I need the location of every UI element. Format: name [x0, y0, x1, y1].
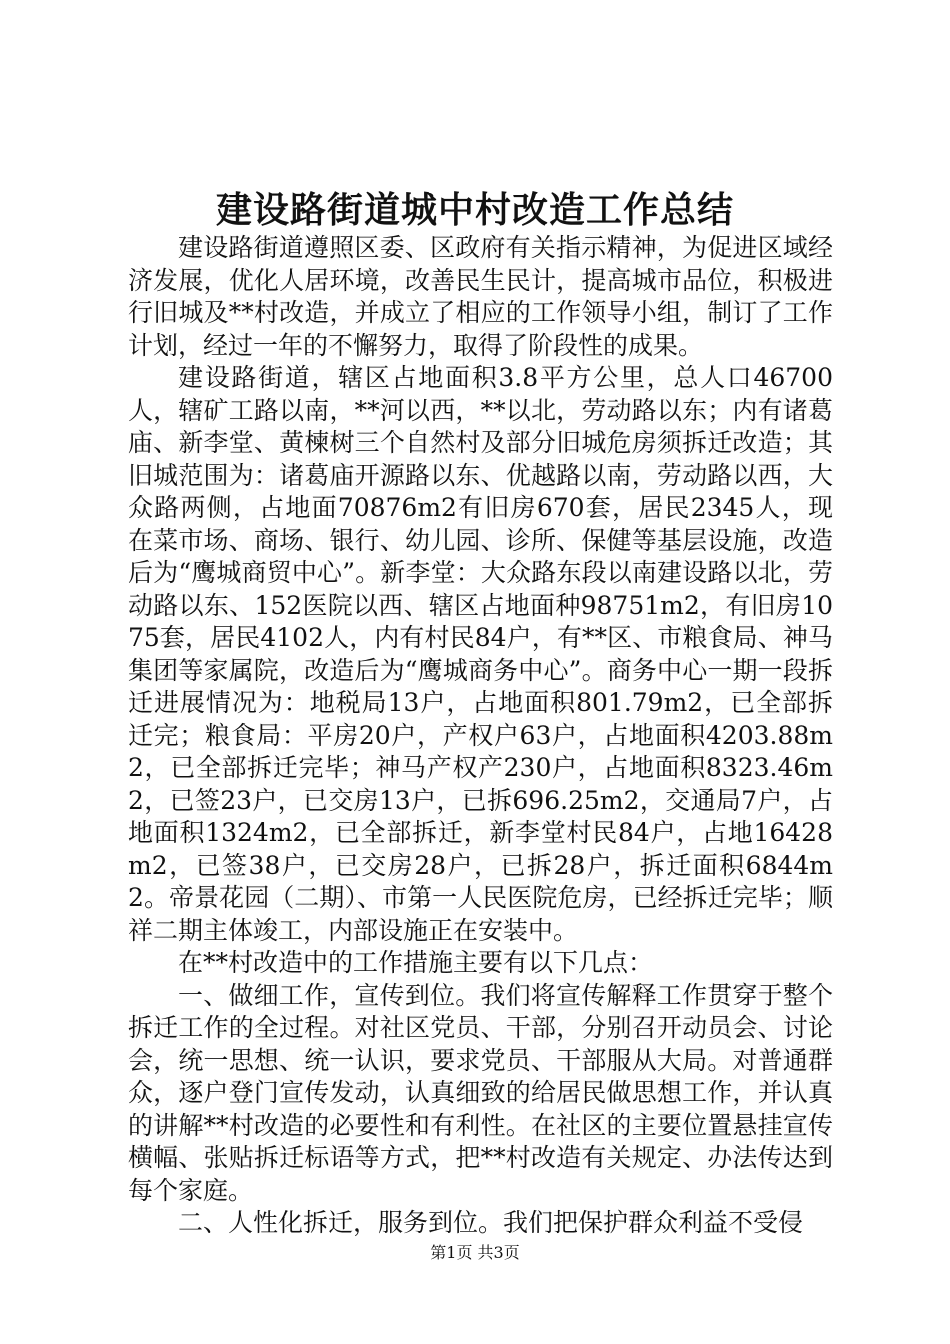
paragraph-overview: 建设路街道，辖区占地面积3.8平方公里，总人口46700人，辖矿工路以南，**河以西，**以北，劳动路以东；内有诸葛庙、新李堂、黄楝树三个自然村及部分旧城危房须拆迁改造；其旧城范围为：诸葛庙开源路以东、优越路以南，劳动路以西，大众路两侧，占地面70876m2有旧房670套，居民2345人，现在菜市场、商场、银行、幼儿园、诊所、保健等基层设施，改造后为“鹰城商贸中心”。新李堂：大众路东段以南建设路以北，劳动路以东、152医院以西、辖区占地面种98751m2，有旧房1075套，居民4102人，内有村民84户，有**区、市粮食局、神马集团等家属院，改造后为“鹰城商务中心”。商务中心一期一段拆迁进展情况为：地税局13户，占地面积801.79m2，已全部拆迁完；粮食局：平房20户，产权户63户，占地面积4203.88m2，已全部拆迁完毕；神马产权产230户，占地面积8323.46m2，已签23户，已交房13户，已拆696.25m2，交通局7户，占地面积1324m2，已全部拆迁，新李堂村民84户，占地16428m2，已签38户，已交房28户，已拆28户，拆迁面积6844m2。帝景花园（二期）、市第一人民医院危房，已经拆迁完毕；顺祥二期主体竣工，内部设施正在安装中。	[128, 363, 833, 945]
document-title: 建设路街道城中村改造工作总结	[215, 189, 734, 231]
page-footer: 第1页 共3页	[430, 1243, 520, 1262]
paragraph-measures-intro: 在**村改造中的工作措施主要有以下几点：	[178, 948, 654, 977]
document-body	[128, 232, 833, 1240]
paragraph-measure-two: 二、人性化拆迁，服务到位。我们把保护群众利益不受侵	[178, 1208, 804, 1237]
paragraph-measure-one: 一、做细工作，宣传到位。我们将宣传解释工作贯穿于整个拆迁工作的全过程。对社区党员、干部，分别召开动员会、讨论会，统一思想、统一认识，要求党员、干部服从大局。对普通群众，逐户登门宣传发动，认真细致的给居民做思想工作，并认真的讲解**村改造的必要性和有利性。在社区的主要位置悬挂宣传横幅、张贴拆迁标语等方式，把**村改造有关规定、办法传达到每个家庭。	[128, 980, 833, 1205]
paragraph-intro: 建设路街道遵照区委、区政府有关指示精神，为促进区域经济发展，优化人居环境，改善民生民计，提高城市品位，积极进行旧城及**村改造，并成立了相应的工作领导小组，制订了工作计划，经过一年的不懈努力，取得了阶段性的成果。	[128, 233, 833, 360]
